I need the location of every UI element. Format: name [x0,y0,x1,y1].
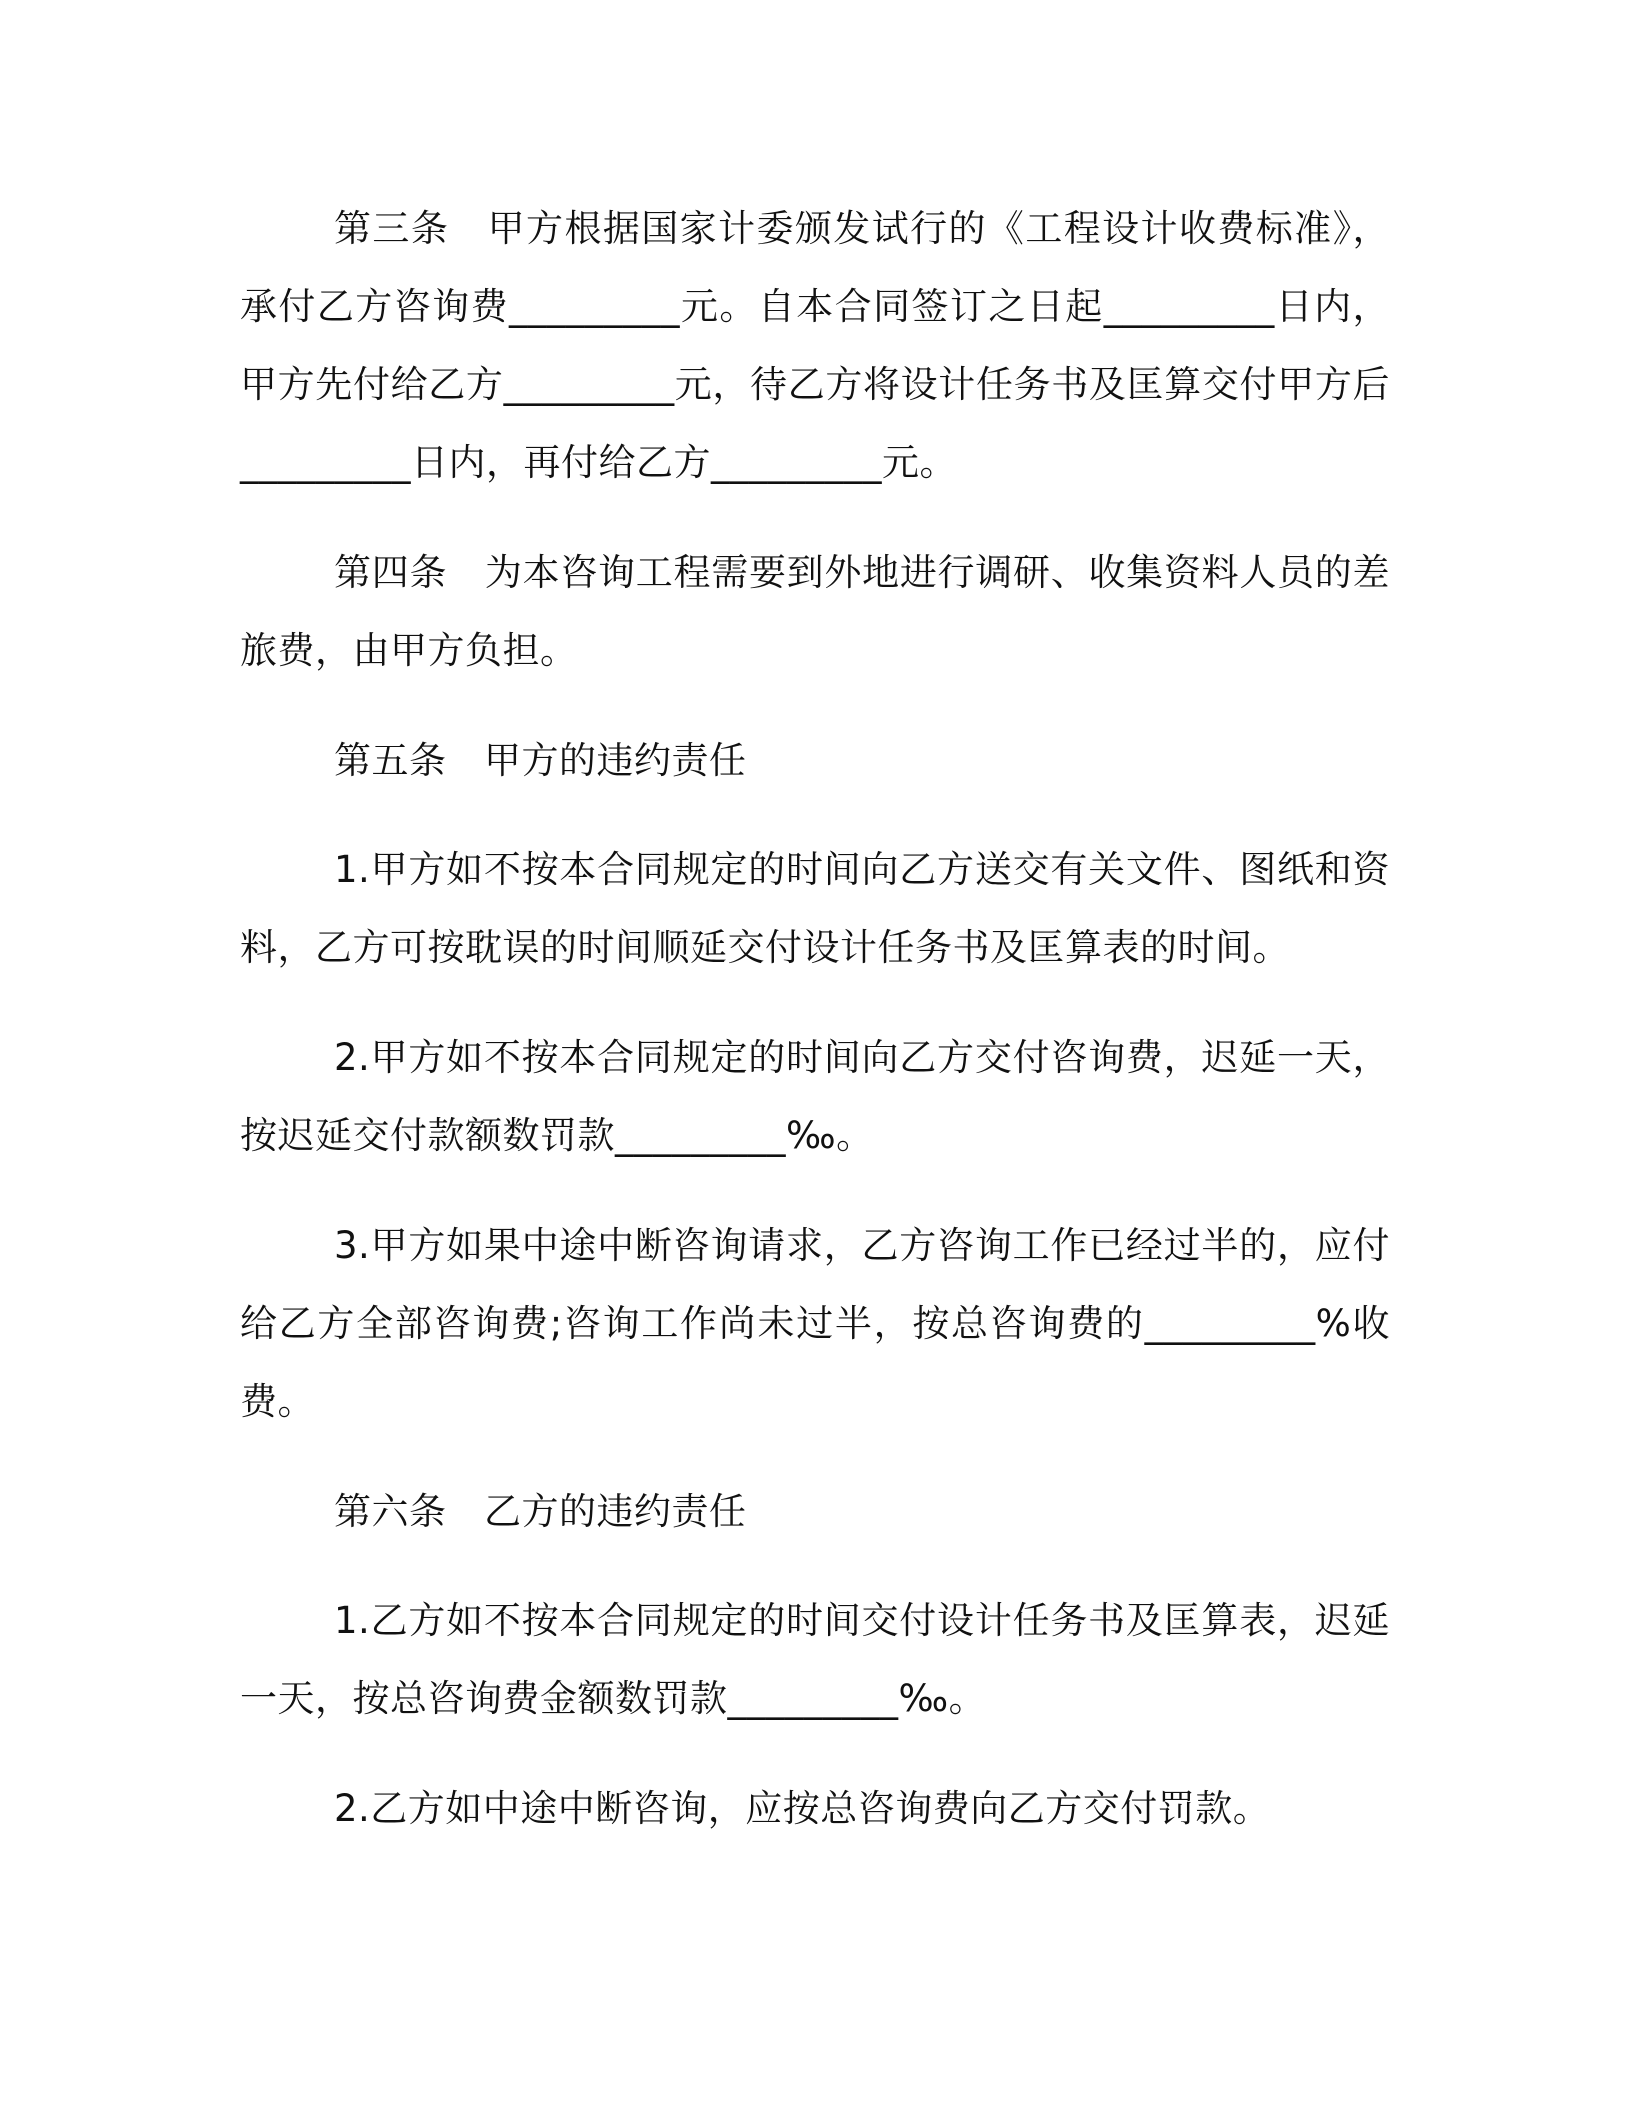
article-3-paragraph: 第三条 甲方根据国家计委颁发试行的《工程设计收费标准》，承付乙方咨询费_________元。自本合同签订之日起_________日内，甲方先付给乙方_________元，待乙方将设计任务书及匡算交付甲方后_________日内，再付给乙方_________元。 [240,207,1390,484]
article-5-clause-3: 3.甲方如果中途中断咨询请求，乙方咨询工作已经过半的，应付给乙方全部咨询费;咨询工作尚未过半，按总咨询费的_________%收费。 [240,1224,1390,1423]
article-5-clause-2: 2.甲方如不按本合同规定的时间向乙方交付咨询费，迟延一天，按迟延交付款额数罚款_________‰。 [240,1036,1390,1157]
article-5-clause-1: 1.甲方如不按本合同规定的时间向乙方送交有关文件、图纸和资料，乙方可按耽误的时间顺延交付设计任务书及匡算表的时间。 [240,848,1390,969]
article-4-paragraph: 第四条 为本咨询工程需要到外地进行调研、收集资料人员的差旅费，由甲方负担。 [240,551,1390,672]
article-5-heading: 第五条 甲方的违约责任 [334,739,747,782]
document-page [240,190,1390,1880]
article-6-clause-1: 1.乙方如不按本合同规定的时间交付设计任务书及匡算表，迟延一天，按总咨询费金额数罚款_________‰。 [240,1599,1390,1720]
article-6-clause-2: 2.乙方如中途中断咨询，应按总咨询费向乙方交付罚款。 [334,1787,1271,1830]
article-6-heading: 第六条 乙方的违约责任 [334,1490,747,1533]
